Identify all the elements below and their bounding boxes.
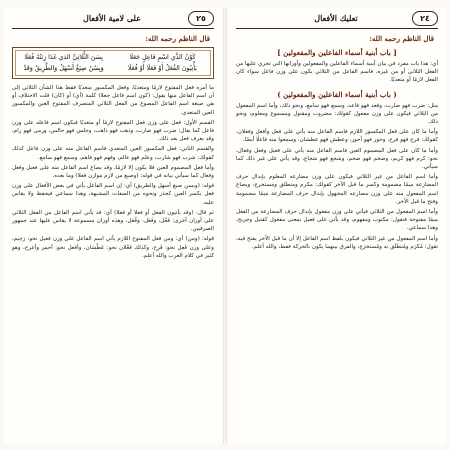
right-page-header [236, 8, 438, 29]
running-title: على لامية الأفعال [83, 13, 141, 23]
hemistich: كَوْنُ الذَّي اسْمِ فَاعِلٍ جَعَلَا [129, 54, 196, 61]
hemistich: وَبِسُنُ صِيَغٌ أَسْهَلُ وَالطَّرِيقُ وَقَدْ [23, 65, 104, 72]
page-number: ٢٤ [412, 11, 438, 26]
paragraph: وأما فعل المضموم العين فلا يكون إلا لازمًا، وقد يصاغ اسم الفاعل منه على فعيل وفعل وفعال كما سيأتي بيانه في قوله: (وصيغ من لازم موازن فعلا) وما بعده. [12, 164, 214, 180]
paragraph: والقسم الثاني: فعل المكسور العين المتعدي فاسم الفاعل منه على وزن فاعل كذلك كقولك: شرب فهو شارب، وعلم فهو عالم، وفهم فهو فاهم، وسمع فهو سامع. [12, 146, 214, 161]
running-title: تعليك الأفعال [314, 13, 358, 23]
verse-row [18, 63, 208, 74]
paragraph: قوله: (ومن) أي: ومن فعل المفتوح اللازم يأتي اسم الفاعل على وزن فعيل نحو: رَحِيم، وعلى وزن فَعِل نحو: فَرِح، وكذلك فَعْلان نحو: عَطْشان، وأفعل نحو: أحمر وأعرج، وهو كثير في كلام العرب والله أعلم. [12, 236, 214, 259]
paragraph: ثم قال: (وقد يأتيون الفعل أو فعلا أو فعلا) أي: قد يأتي اسم الفاعل من الفعل الثلاثي على أوزان أخرى: فَعْل، وفَعَل، وفُعَل، وهذه أوزان مسموعة لا يقاس عليها عند جمهور الصرفيين. [12, 209, 214, 233]
paragraph: مثل: ضرب فهو ضارب، وقعد فهو قاعد، وسمع فهو سامع، ونحو ذلك، وأما اسم المفعول من الثلاثي فيكون على وزن مفعول كقولك: مضروب ومقتول ومسموع ومعلوم، ونحو ذلك. [236, 102, 438, 126]
page-number: ٢٥ [188, 11, 214, 26]
hemistich: بِسَنَ الثُّلاثِيِّ الذي غَدَا زِنَتُهُ فُعَلَا [24, 54, 103, 61]
paragraph: قوله: (وبسن صيغ أسهل والطريق) أي: إن اسم الفاعل يأتي في بعض الأفعال على وزن فعل بكسر العين كحذر ونحوه من الصفات المشبهة، وهذا سماعي فيحفظ ولا يقاس عليه. [12, 183, 214, 206]
paragraph: وأما اسم الفاعل من غير الثلاثي فيكون على وزن مضارعه المعلوم بإبدال حرف المضارعة ميمًا مضمومة وكسر ما قبل الآخر كقولك: مكرم ومنطلق ومستخرج، ويصاغ اسم المفعول منه على وزن مضارعه المجهول بإبدال حرف المضارعة ميمًا مضمومة وفتح ما قبل الآخر. [236, 174, 438, 205]
qala-label: قال الناظم رحمه الله: [369, 34, 434, 43]
left-page [4, 8, 222, 444]
paragraph: أي: هذا باب مفرد في بيان أبنية أسماء الفاعلين والمفعولين وأوزانها التي تجري عليها من الفعل الثلاثي أو من غيره، فاسم الفاعل من الثلاثي يكون على وزن فاعل سواء كان الفعل لازمًا أو متعديًا. [236, 61, 438, 84]
verse-box [12, 47, 214, 79]
paragraph: وأما ما كان على فعل المكسور اللازم فاسم الفاعل منه يأتي على فعل وأفعل وفعلان، كقولك: فرح فهو فرح، وحور فهو أحور، وعطش فهو عطشان، وسمعوا منه فاعلًا أيضًا. [236, 129, 438, 144]
qala-label: قال الناظم رحمه الله: [145, 34, 210, 43]
section-subtitle: ( باب أبنية أسماء الفاعلين والمفعولين ) [277, 89, 397, 99]
verse-row [18, 52, 208, 63]
left-page-header [12, 8, 214, 29]
paragraph: القسم الأول: فعل على وزن فعل المفتوح لازمًا أو متعديًا فيكون اسم فاعله على وزن فاعل كما يقال: ضرب فهو ضارب، وذهب فهو ذاهب، وجلس فهو جالس، ورمى فهو رام، وقد يعرف فعل بعد ذلك. [12, 119, 214, 143]
book-gutter [223, 8, 227, 444]
paragraph: ما أمره فعل المفتوح لازمًا ومتعديًا، وفعل المكسور متعديًا فقط هذا الشأن الثلاثي إلى أن اسم الفاعل منها يقول: (كون اسم فاعل جعلا) كلمة (أي) أو (كان) قلت الاختلاف أو هي صيغة اسم الفاعل المصوغ من الفعل الثلاثي المتصرف المفتوح العين والمكسور العين المتعدي. [12, 85, 214, 116]
section-title: [ باب أبنية أسماء الفاعلين والمفعولين ] [277, 48, 397, 57]
paragraph: وأما اسم المفعول من غير الثلاثي فيكون بلفظ اسم الفاعل إلا أن ما قبل الآخر يفتح فيه، تقول: مُكرَم ومُنطلَق به ومُستخرَج، والفرق بينهما يكون بالحركة فقط، والله أعلم. [236, 235, 438, 250]
paragraph: وأما اسم المفعول من الثلاثي فيأتي على وزن مفعول بإبدال حرف المضارعة من الفعل ميمًا مفتوحة فتقول: مكتوب ومفهوم، وقد يأتي على فعيل بمعنى مفعول كقتيل وجريح، وهذا سماعي. [236, 209, 438, 232]
paragraph: وأما ما كان على فعل المضموم العين فاسم الفاعل منه يأتي على فعيل وفعل وفعال، نحو: كرم فهو كريم، وضخم فهو ضخم، وشجع فهو شجاع، وقد يأتي على غير ذلك كما سيأتي. [236, 147, 438, 171]
hemistich: يَأْتِيُونَ الفُعَلُ أَوْ فَعَلَا أَوْ فُعَلَا [127, 65, 197, 72]
right-page [228, 8, 446, 444]
